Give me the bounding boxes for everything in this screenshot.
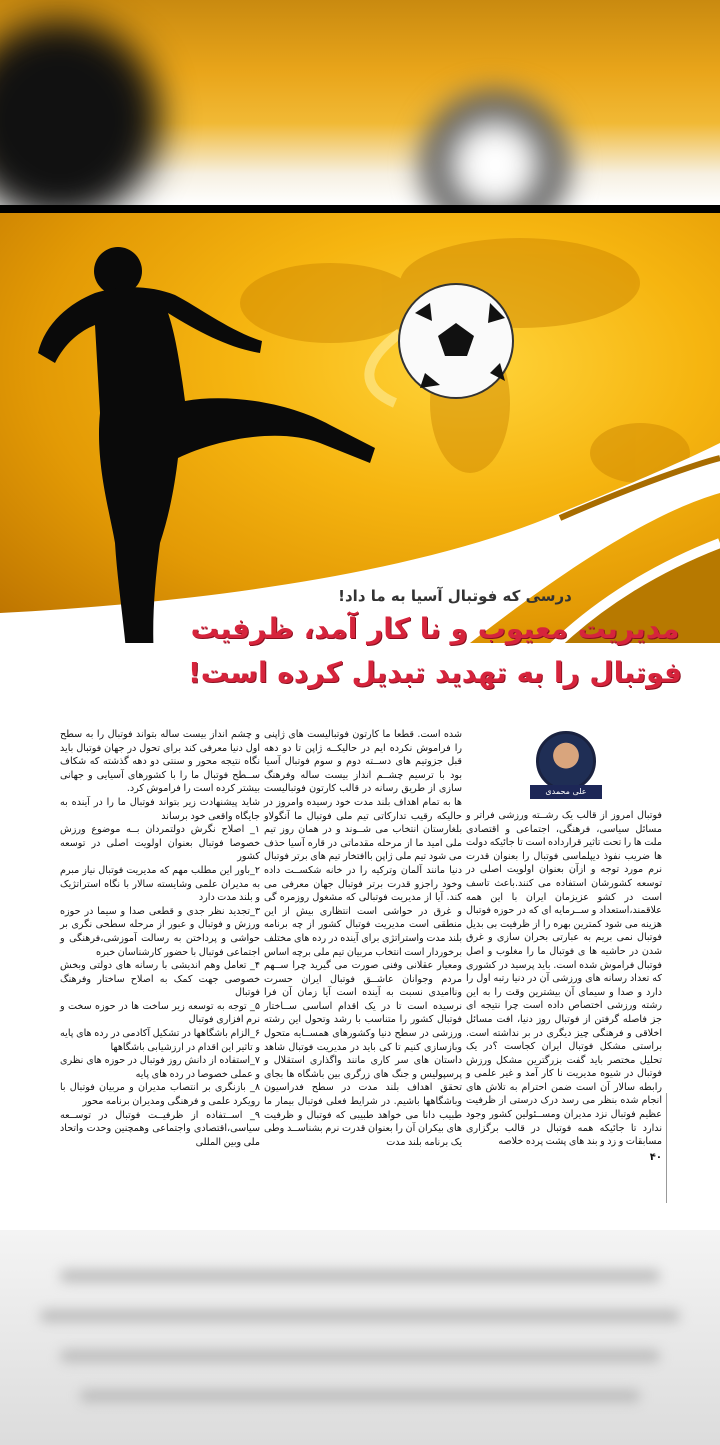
hero-image xyxy=(0,213,720,643)
author-avatar xyxy=(536,731,596,791)
article-column-1 xyxy=(466,809,662,1165)
author-box xyxy=(530,731,602,799)
list-item: ۵_ توجه به توسعه زیر ساخت ها در حوزه سخت و نرم افزاری فوتبال xyxy=(60,1000,260,1026)
article-column-3 xyxy=(60,728,260,1149)
paragraph: فوتبال امروز از قالب یک رشــته ورزشی فراتر و مسائل سیاسی، فرهنگی، اجتماعی و اقتصادی ملت ها را تحت تاثیر قرارداده است تا جائیکه دولت ها ضریب نفوذ دیپلماسی فوتبال را بعنوان قدرت نرم مورد توجه و ازآن بعنوان اولویت اصلی در توسعه کشورشان استفاده می کنند.باعث تاسف است در کشو عزیزمان ایران با این همه علاقمند،استعداد و ســرمایه ای که در حوزه فوتبال هزینه می شود کمترین بهره را از ظرفیت بی بدیل فوتبال نمی بریم به عبارتی بحران سازی و غرق شدن در حاشیه ها ی فوتبال ما را مغلوب و اصل فوتبال فراموش شده است. باید پرسید در کشوری که تعداد رسانه های ورزشی آن در دنیا رتبه اول را دارد و صدا و سیمای آن بیشترین وقت را به این رشته ورزشی اختصاص داده است چرا نتیجه ای جز فاصله گرفتن از فوتبال روز دنیا، افت مسائل اخلاقی و فرهنگی چیز دیگری در بر نداشته است. براستی مشکل فوتبال ایران کجاست ؟در یک تحلیل مختصر باید گفت بزرگترین مشکل ورزش فوتبال در شیوه مدیریت نا کار آمد و غیر علمی و رابطه سالار آن است ضمن احترام به تلاش های انجام شده بنظر می رسد درک درستی از ظرفیت عظیم فوتبال نزد مدیران ومســئولین کشور وجود ندارد تا جائیکه همه فوتبال در قالب برگزاری مسابقات و زد و بند های پشت پرده خلاصه xyxy=(466,810,662,1148)
blurred-background-top xyxy=(0,0,720,205)
paragraph: شاید پیشنهادت زیر بتواند فوتبال ما را در آینده به جایگاه واقعی خود برساند xyxy=(60,796,260,822)
list-item: ۷_استفاده از دانش روز فوتبال در حوزه های نظری و عملی خصوصا در رده های پایه xyxy=(60,1055,260,1080)
headline-line-2: فوتبال را به تهدید تبدیل کرده است! xyxy=(188,656,682,689)
author-name: علی محمدی xyxy=(530,785,602,799)
list-item: ۲_باور این مطلب مهم که مدیریت فوتبال نیاز مبرم به مدیران علمی وشایسته سالار با نگاه استراتژیک و بلند مدت دارد xyxy=(60,864,260,904)
headline-line-1: مدیریت معیوب و نا کار آمد، ظرفیت xyxy=(190,612,680,645)
list-item: ۳_تجدید نظر جدی و قطعی صدا و سیما در حوزه ورزش و فوتبال و عبور از مرحله سطحی نگری بر حواشی و پرداختن به رسالت آموزشی،فرهنگی و اجتماعی فوتبال با حضور کارشناسان خبره xyxy=(60,905,260,958)
magazine-page xyxy=(0,213,720,1230)
hero-illustration xyxy=(0,213,720,643)
list-item: ۱_ اصلاح نگرش دولتمردان بــه موضوع ورزش خصوصا فوتبال بعنوان اولویت اصلی در توسعه کشور xyxy=(60,824,260,863)
list-item: ۴_ تعامل وهم اندیشی با رسانه های دولتی وبخش خصوصی جهت کمک به اصلاح ساختار وفرهنگ فوتبال xyxy=(60,960,260,999)
article-kicker: درسی که فوتبال آسیا به ما داد! xyxy=(338,587,572,605)
list-item: ۹_ اســتفاده از ظرفیــت فوتبال در توســعه سیاسی،اقتصادی واجتماعی وهمچنین وحدت واتحاد ملی وبین المللی xyxy=(60,1109,260,1148)
blurred-ball xyxy=(420,90,570,205)
list-item: ۶_الزام باشگاهها در تشکیل آکادمی در رده های پایه و تاثیر این اقدام در ارزشیابی باشگاهها xyxy=(60,1028,260,1053)
paragraph: و چشم انداز بیست ساله بتواند فوتبال را به سطح اول دنیا معرفی کند برای تحول در جهان فوتبال باید نگاه نتیجه محور و سنتی دو دهه گذشته که شکاف ســطح فوتبال ما را با کشورهای آسیایی و جهانی بیشتر کرده است را فراموش کرد. xyxy=(60,729,260,795)
page-number: ۴۰ xyxy=(649,1151,662,1163)
list-item: ۸_ بازنگری بر انتصاب مدیران و مربیان فوتبال با رویکرد علمی و فرهنگی ومدیران برنامه محور xyxy=(60,1082,260,1108)
blurred-silhouette xyxy=(0,20,160,205)
paragraph: شده است. قطعا ما کارتون فوتبالیست های ژاپنی را فراموش نکرده ایم در حالیکــه ژاپن تا دو دهه قبل جزوتیم های دســته دوم و سوم فوتبال آسیا بود با ترسیم چشــم انداز بیست ساله وفرهنگ سازی از طریق رسانه در قالب کارتون فوتبالیست ها به تمام اهداف بلند مدت خود رسیده وامروز در حالیکه رقیب تدارکاتی تیم ملی فوتبال ما آنگولاو بلغارستان انتخاب می شــوند و در همان روز تیم ملی امید ما از مرحله مقدماتی در قاره آسیا حذف می شود تیم ملی ژاپن باافتخار تیم های برتر فوتبال دنیا مانند آلمان وترکیه را در خانه شکســت داده وخود راجزو قدرت برتر فوتبال جهان معرفی می کند. آیا از مدیریت فوتبالی که مشغول روزمره گی و غرق در حواشی است انتظاری بیش از این منطقی است مدیریت فوتبال کشور از چه برنامه بلند مدت واستراتژی برای آینده در رده های مختلف برخوردار است انتخاب مربیان تیم ملی برچه اساس ومعیار عقلانی وفنی صورت می گیرید چرا ســهم مردم وجوانان عاشــق فوتبال ایران حسرت وناامیدی نسبت به آینده است آیا زمان آن فرا نرسیده است تا در یک اقدام اساسی ســاختار فوتبال کشور را متناسب با رشد وتحول این رشته ورزشی در سطح دنیا وکشورهای همســایه متحول وبازسازی کنیم تا کی باید در مدیریت فوتبال شاهد داستان های سر کاری مانند واگذاری استقلال و پرسپولیس و جنگ های زرگری بین باشگاه ها بجای تحقق اهداف بلند مدت در سطح فدراسیون وباشگاهها باشیم. در شرایط فعلی فوتبال بیمار ما طبیب دانا می خواهد طبیبی که فوتبال و ظرفیت های بیکران آن را بعنوان قدرت نرم بشناســد وطی یک برنامه بلند مدت xyxy=(263,729,462,1148)
divider xyxy=(666,1093,667,1203)
blurred-background-bottom xyxy=(0,1230,720,1445)
article-column-2 xyxy=(264,728,462,1149)
